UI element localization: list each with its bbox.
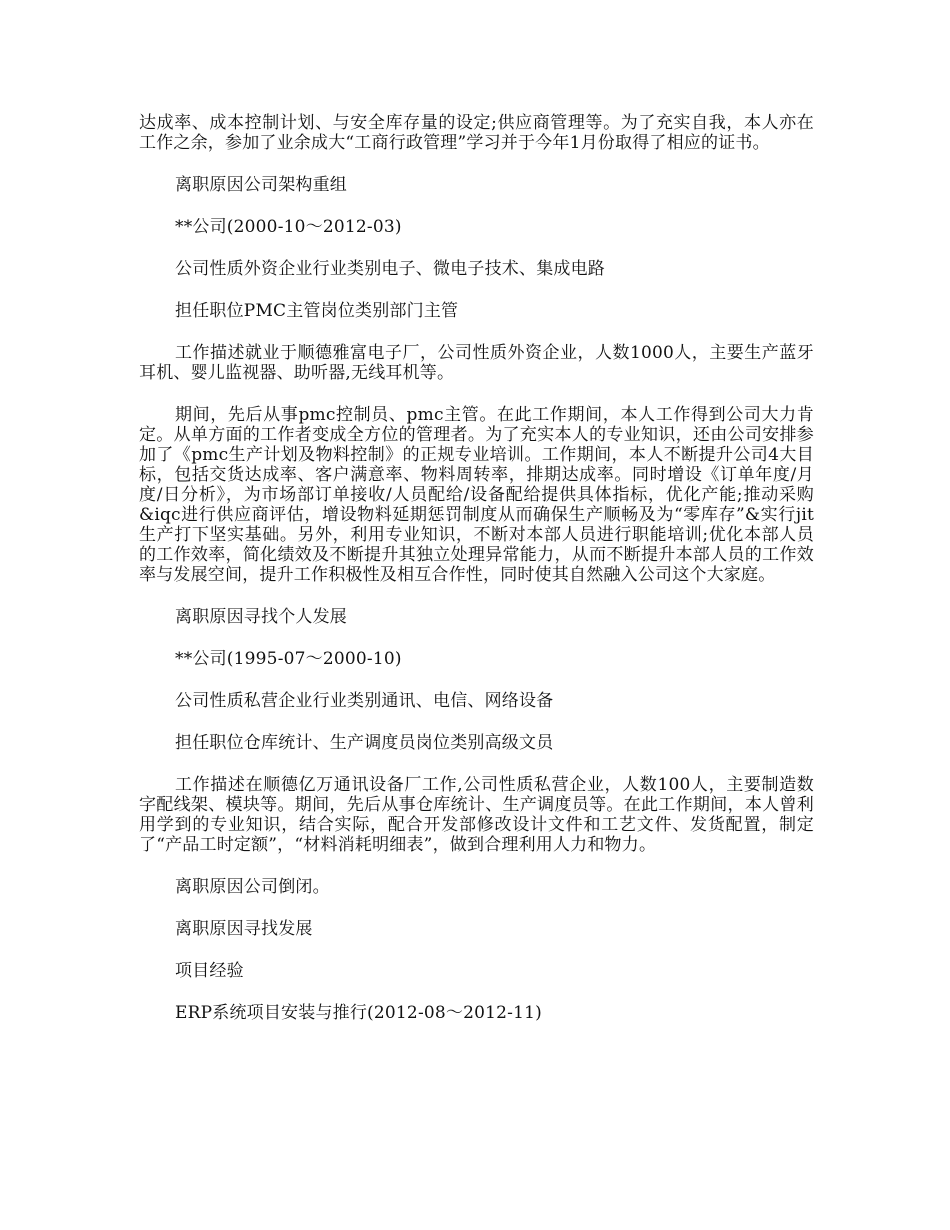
section-heading-project-experience: 项目经验 <box>175 961 244 981</box>
paragraph-pmc-experience: 期间，先后从事pmc控制员、pmc主管。在此工作期间，本人工作得到公司大力肯定。从单方面的工作者变成全方位的管理者。为了充实本人的专业知识，还由公司安排参加了《pmc生产计划及物料控制》的正规专业培训。工作期间，本人不断提升公司4大目标，包括交货达成率、客户满意率、物料周转率，排期达成率。同时增设《订单年度/月度/日分析》，为市场部订单接收/人员配给/设备配给提供具体指标，优化产能;推动采购&iqc进行供应商评估，增设物料延期惩罚制度从而确保生产顺畅及为“零库存”&实行jit生产打下坚实基础。另外，利用专业知识，不断对本部人员进行职能培训;优化本部人员的工作效率，简化绩效及不断提升其独立处理异常能力，从而不断提升本部人员的工作效率与发展空间，提升工作积极性及相互合作性，同时使其自然融入公司这个大家庭。 <box>139 405 814 585</box>
paragraph-position-1: 担任职位PMC主管岗位类别部门主管 <box>175 301 459 321</box>
paragraph-job-description-2: 工作描述在顺德亿万通讯设备厂工作,公司性质私营企业，人数100人，主要制造数字配线架、模块等。期间，先后从事仓库统计、生产调度员等。在此工作期间，本人曾利用学到的专业知识，结合实际，配合开发部修改设计文件和工艺文件、发货配置，制定了“产品工时定额”，“材料消耗明细表”，做到合理利用人力和物力。 <box>139 775 814 855</box>
paragraph-position-2: 担任职位仓库统计、生产调度员岗位类别高级文员 <box>175 733 554 753</box>
paragraph-company-2000-2012: **公司(2000-10～2012-03) <box>175 217 402 237</box>
paragraph-cost-control-summary: 达成率、成本控制计划、与安全库存量的设定;供应商管理等。为了充实自我，本人亦在工作之余，参加了业余成大“工商行政管理”学习并于今年1月份取得了相应的证书。 <box>139 113 814 153</box>
paragraph-leave-reason-4: 离职原因寻找发展 <box>175 919 313 939</box>
document-body <box>139 113 814 1045</box>
paragraph-leave-reason-2: 离职原因寻找个人发展 <box>175 607 347 627</box>
paragraph-erp-project: ERP系统项目安装与推行(2012-08～2012-11) <box>175 1003 542 1023</box>
paragraph-leave-reason-3: 离职原因公司倒闭。 <box>175 877 330 897</box>
paragraph-company-nature-2: 公司性质私营企业行业类别通讯、电信、网络设备 <box>175 691 554 711</box>
paragraph-company-1995-2000: **公司(1995-07～2000-10) <box>175 649 402 669</box>
paragraph-company-nature-1: 公司性质外资企业行业类别电子、微电子技术、集成电路 <box>175 259 605 279</box>
paragraph-job-description-1: 工作描述就业于顺德雅富电子厂，公司性质外资企业，人数1000人，主要生产蓝牙耳机、婴儿监视器、助听器,无线耳机等。 <box>139 343 814 383</box>
paragraph-leave-reason-1: 离职原因公司架构重组 <box>175 175 347 195</box>
